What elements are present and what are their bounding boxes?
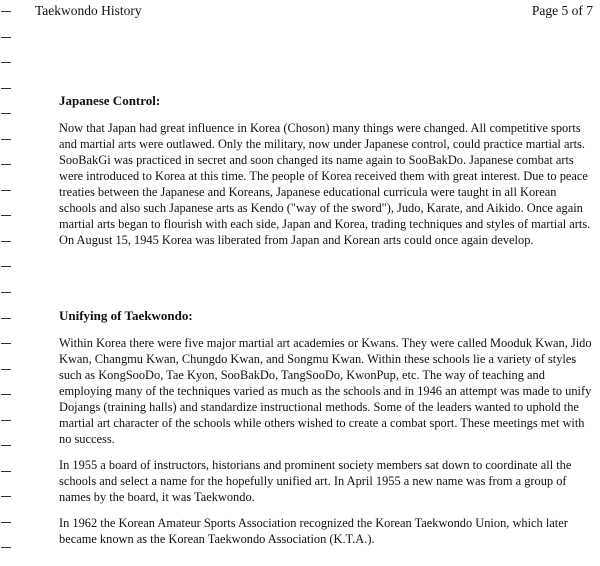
margin-tick	[1, 113, 11, 114]
margin-tick	[1, 318, 11, 319]
margin-tick	[1, 369, 11, 370]
running-header	[35, 2, 593, 20]
margin-tick	[1, 343, 11, 344]
margin-tick	[1, 190, 11, 191]
document-body	[59, 93, 594, 547]
section-paragraph: Now that Japan had great influence in Korea (Choson) many things were changed. All competitive sports and martial arts were outlawed. Only the military, now under Japanese control, could practice martial arts. SooBakGi was practiced in secret and soon changed its name again to SooBakDo. Japanese combat arts were introduced to Korea at this time. The people of Korea received them with great interest. Due to peace treaties between the Japanese and Koreans, Japanese educational curricula were taught in all Korean schools and also such Japanese arts as Kendo ("way of the sword"), Judo, Karate, and Aikido. Once again martial arts began to flourish with each side, Japan and Korea, trading techniques and styles of martial arts. On August 15, 1945 Korea was liberated from Japan and Korean arts could once again develop.	[59, 121, 591, 247]
binder-hole-marks	[0, 0, 20, 566]
section-paragraph: In 1955 a board of instructors, historians and prominent society members sat down to coordinate all the schools and select a name for the hopefully unified art. In April 1955 a new name was from a group of names by the board, it was Taekwondo.	[59, 458, 572, 504]
margin-tick	[1, 522, 11, 523]
document-title: Taekwondo History	[35, 3, 142, 18]
section-paragraph: Within Korea there were five major martial art academies or Kwans. They were called Mooduk Kwan, Jido Kwan, Changmu Kwan, Chungdo Kwan, and Songmu Kwan. Within these schools lie a variety of styles such as KongSooDo, Tae Kyon, SooBakDo, TangSooDo, KwonPup, etc. The way of teaching and employing many of the techniques varied as much as the schools and in 1946 an attempt was made to unify Dojangs (training halls) and standardize instructional methods. Some of the leaders wanted to uphold the martial art character of the schools while others wished to create a combat sport. These meetings met with no success.	[59, 336, 592, 446]
margin-tick	[1, 62, 11, 63]
section-paragraph: In 1962 the Korean Amateur Sports Association recognized the Korean Taekwondo Union, which later became known as the Korean Taekwondo Association (K.T.A.).	[59, 516, 568, 546]
page-indicator: Page 5 of 7	[531, 3, 593, 18]
margin-tick	[1, 164, 11, 165]
margin-tick	[1, 292, 11, 293]
margin-tick	[1, 445, 11, 446]
section-heading: Unifying of Taekwondo:	[59, 308, 193, 323]
margin-tick	[1, 471, 11, 472]
margin-tick	[1, 266, 11, 267]
margin-tick	[1, 241, 11, 242]
margin-tick	[1, 496, 11, 497]
margin-tick	[1, 37, 11, 38]
section-japanese-control	[59, 93, 594, 248]
margin-tick	[1, 11, 11, 12]
margin-tick	[1, 215, 11, 216]
margin-tick	[1, 139, 11, 140]
margin-tick	[1, 420, 11, 421]
margin-tick	[1, 394, 11, 395]
section-unifying-of-taekwondo	[59, 308, 594, 547]
section-heading: Japanese Control:	[59, 93, 161, 108]
margin-tick	[1, 88, 11, 89]
margin-tick	[1, 547, 11, 548]
